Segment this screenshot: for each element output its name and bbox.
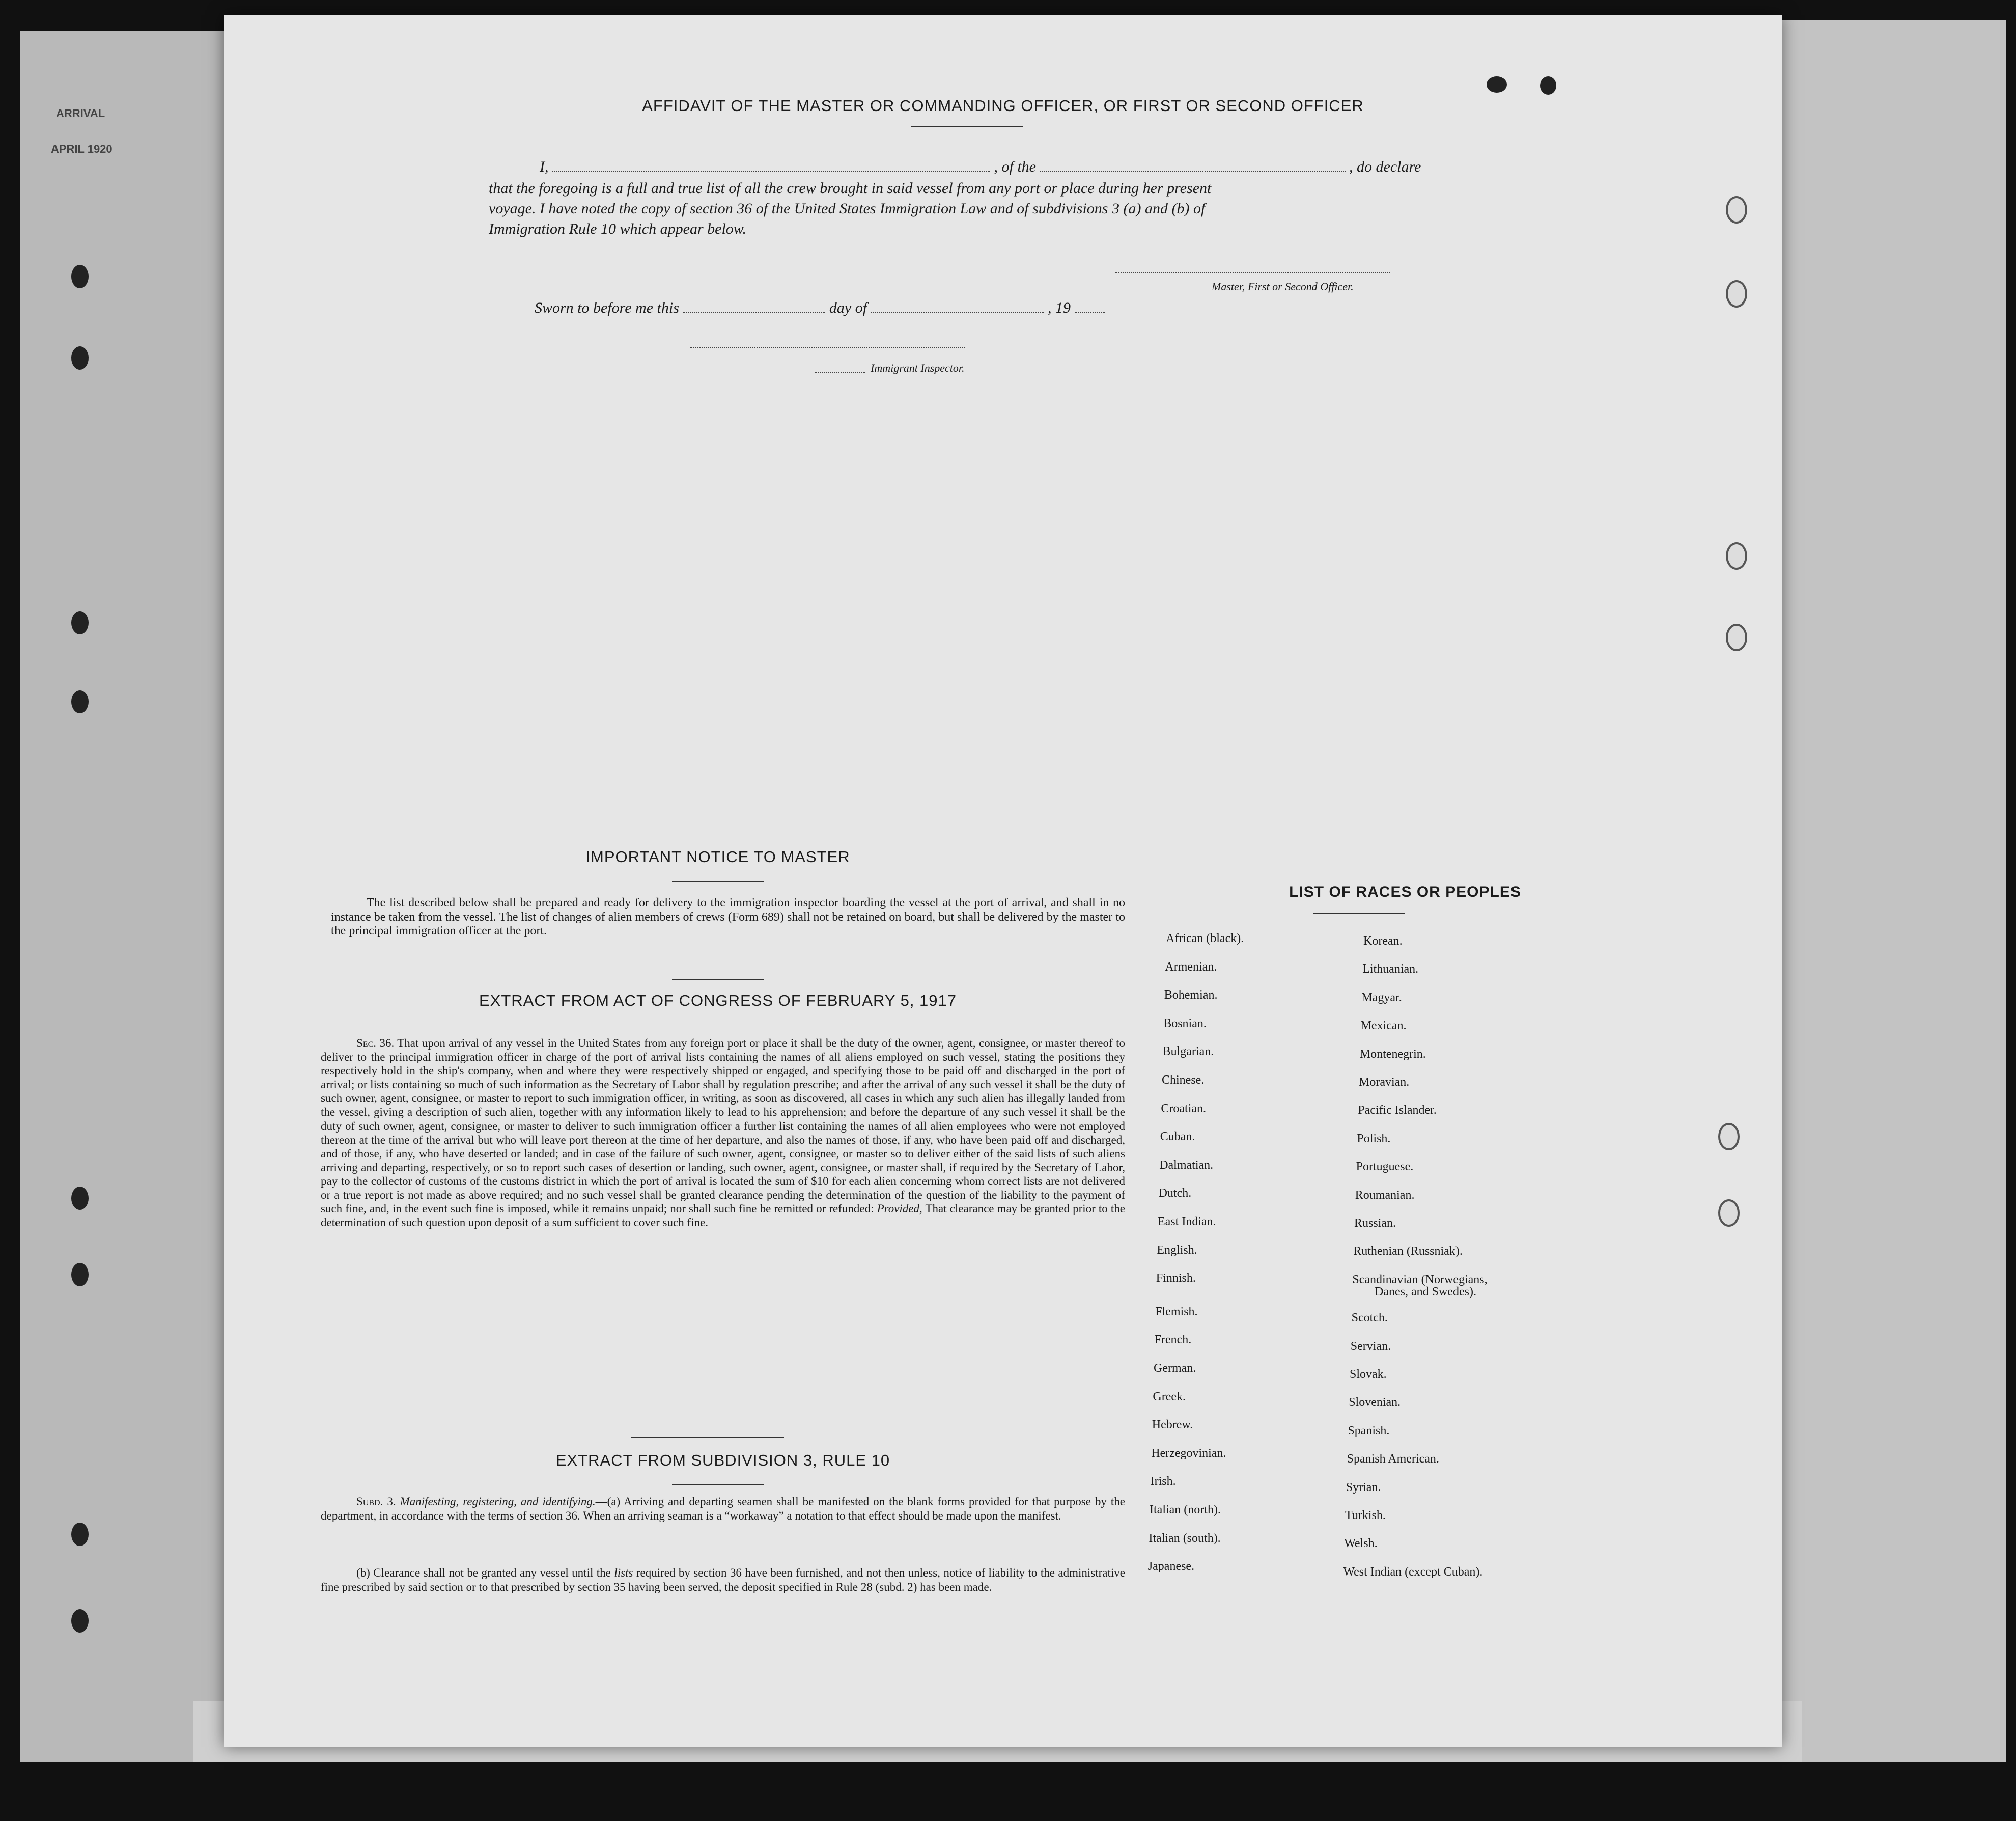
punch-hole — [71, 690, 89, 713]
act-provided: Provided, — [877, 1202, 922, 1216]
punch-hole — [1726, 280, 1747, 308]
act-rule — [631, 1437, 784, 1438]
punch-hole — [71, 1523, 89, 1546]
act-body: That upon arrival of any vessel in the United States from any foreign port or place it shall be the duty of the owner, agent, consignee, or master thereof to deliver to the principal immigration officer in charge of the port of arrival lists containing the names of all aliens employed on such vessel, stating the positions they respectively hold in the ship's company, when and where they were respectively shipped or engaged, and specifying those to be paid off and discharged in the port of arrival; or lists containing so much of such information as the Secretary of Labor shall by regulation prescribe; and after the arrival of any such vessel it shall be the duty of such owner, agent, consignee, or master to report to such immigration officer, in writing, as soon as discovered, all cases in which any such alien has illegally landed from the vessel, giving a description of such alien, together with any information likely to lead to his apprehension; and before the departure of any such vessel it shall be the duty of such owner, agent, consignee, or master to deliver to such immigration officer a further list containing the names of all alien employees who were not employed thereon at the time of the arrival but who will leave port thereon at the time of her departure, and also the names of those, if any, who have been paid off and discharged, and of those, if any, who have deserted or landed; and in case of the failure of such owner, agent, consignee, or master so to deliver either of the said lists of such aliens arriving and departing, respectively, or so to report such cases of desertion or landing, such owner, agent, consignee, or master shall, if required by the Secretary of Labor, pay to the collector of customs of the customs district in which the port of arrival is located the sum of $10 for each alien concerning whom correct lists are not delivered or a true report is not made as above required; and no such vessel shall be granted clearance pending the determination of the question of the liability to the payment of such fine, and, in the event such fine is imposed, while it remains unpaid; nor shall such fine be remitted or refunded: — [321, 1037, 1125, 1216]
rule-b-text-1: (b) Clearance shall not be granted any vessel until the — [356, 1566, 611, 1579]
race-item: West Indian (except Cuban). — [1343, 1565, 1483, 1579]
race-item: Armenian. — [1165, 960, 1217, 974]
race-item: Bosnian. — [1163, 1016, 1207, 1030]
race-item: Pacific Islander. — [1358, 1103, 1437, 1117]
rule-b-text-2: required by section 36 have been furnished, and not then unless, notice of liability to the administrative fine prescribed by said section or to that prescribed by section 35 having been served, the deposit specified in Rule 28 (subd. 2) has been made. — [321, 1566, 1125, 1593]
race-item: Polish. — [1357, 1132, 1391, 1145]
affidavit-of-the: , of the — [994, 158, 1036, 175]
race-item: Irish. — [1150, 1475, 1176, 1488]
rule-subd-a — [321, 1495, 1125, 1523]
affidavit-line1 — [540, 157, 1660, 177]
vessel-blank[interactable] — [1040, 171, 1346, 172]
race-item: Welsh. — [1344, 1537, 1378, 1551]
race-item: Bohemian. — [1164, 988, 1218, 1002]
inspector-signature-line[interactable] — [690, 347, 965, 348]
race-item: Slovenian. — [1349, 1396, 1401, 1410]
race-item: Cuban. — [1160, 1130, 1195, 1144]
race-item: Syrian. — [1346, 1480, 1381, 1494]
sworn-month-blank[interactable] — [871, 312, 1044, 313]
race-item: Dutch. — [1158, 1187, 1192, 1200]
punch-hole — [1718, 1123, 1740, 1150]
affidavit-i: I, — [540, 158, 549, 175]
punch-hole — [1726, 542, 1747, 570]
master-signature-line[interactable] — [1115, 272, 1390, 273]
races-title: LIST OF RACES OR PEOPLES — [1289, 884, 1521, 900]
affidavit-declare: , do declare — [1349, 158, 1421, 175]
race-item: Italian (south). — [1149, 1531, 1221, 1545]
rule-title: EXTRACT FROM SUBDIVISION 3, RULE 10 — [555, 1451, 890, 1469]
margin-stamp-date: APRIL 1920 — [51, 143, 113, 155]
notice-rule-bottom — [672, 979, 764, 980]
act-text — [321, 1036, 1125, 1229]
affidavit-line3: voyage. I have noted the copy of section 36 of the United States Immigration Law and of subdivisions 3 (a) and (b) of — [489, 200, 1206, 217]
punch-hole — [1718, 1199, 1740, 1227]
race-item: Mexican. — [1360, 1019, 1407, 1033]
race-item: African (black). — [1166, 932, 1244, 945]
race-item: East Indian. — [1158, 1215, 1216, 1228]
race-item: French. — [1154, 1333, 1192, 1347]
underlying-page-left — [20, 31, 234, 1762]
inspector-dots — [815, 372, 865, 373]
rule-subd-heading: Manifesting, registering, and identifying. — [400, 1495, 596, 1508]
affidavit-line4: Immigration Rule 10 which appear below. — [489, 220, 747, 237]
race-item: Moravian. — [1359, 1075, 1410, 1089]
sworn-prefix: Sworn to before me this — [535, 299, 679, 316]
race-item: Italian (north). — [1150, 1503, 1221, 1516]
race-item: Scandinavian (Norwegians, — [1352, 1273, 1488, 1286]
margin-stamp-arrival: ARRIVAL — [56, 107, 105, 120]
punch-hole — [71, 265, 89, 288]
races-rule — [1313, 913, 1405, 914]
race-item: Hebrew. — [1152, 1418, 1193, 1432]
race-item: Japanese. — [1147, 1560, 1195, 1574]
rule-subd-label: Subd. 3. — [356, 1495, 396, 1508]
act-title: EXTRACT FROM ACT OF CONGRESS OF FEBRUARY 5, 1917 — [479, 991, 957, 1009]
punch-hole — [1487, 76, 1507, 93]
rule-b-lists: lists — [614, 1566, 633, 1579]
punch-hole — [1540, 76, 1556, 95]
punch-hole — [71, 1263, 89, 1286]
race-item: Dalmatian. — [1159, 1158, 1214, 1172]
punch-hole — [1726, 624, 1747, 651]
race-item: Scotch. — [1351, 1311, 1388, 1325]
inspector-label: Immigrant Inspector. — [871, 362, 965, 374]
race-item: Magyar. — [1361, 990, 1402, 1004]
affidavit-title: AFFIDAVIT OF THE MASTER OR COMMANDING OFFICER, OR FIRST OR SECOND OFFICER — [642, 97, 1364, 115]
act-body-end: That clearance may be granted prior to the determination of such question upon deposit of a sum sufficient to cover such fine. — [321, 1202, 1125, 1229]
race-item: Turkish. — [1345, 1509, 1386, 1522]
race-item: German. — [1154, 1362, 1196, 1375]
race-item: Flemish. — [1155, 1305, 1198, 1318]
act-sec-label: Sec. 36. — [356, 1037, 395, 1050]
punch-hole — [71, 346, 89, 370]
punch-hole — [71, 1187, 89, 1210]
race-item: Croatian. — [1161, 1101, 1207, 1115]
punch-hole — [71, 1609, 89, 1633]
punch-hole — [71, 611, 89, 634]
race-item: Slovak. — [1350, 1368, 1387, 1381]
race-item: Montenegrin. — [1359, 1047, 1426, 1061]
race-item: Roumanian. — [1355, 1188, 1415, 1202]
race-item: Finnish. — [1156, 1272, 1196, 1285]
underlying-page-right — [1772, 20, 2006, 1762]
notice-title: IMPORTANT NOTICE TO MASTER — [585, 848, 850, 866]
rule-title-rule — [672, 1484, 764, 1485]
race-item: Greek. — [1153, 1390, 1186, 1403]
race-item: Spanish. — [1348, 1424, 1390, 1438]
punch-hole — [1726, 196, 1747, 224]
race-item: Lithuanian. — [1362, 962, 1419, 976]
sworn-year-blank[interactable] — [1075, 312, 1105, 313]
affidavit-page — [224, 15, 1782, 1747]
race-item: Servian. — [1350, 1339, 1391, 1353]
rule-a-text: —(a) Arriving and departing seamen shall be manifested on the blank forms provided for that purpose by the department, in accordance with the terms of section 36. When an arriving seaman is a “workaway” a notation to that effect should be made upon the manifest. — [321, 1495, 1125, 1522]
master-signature-label: Master, First or Second Officer. — [1212, 280, 1354, 293]
name-blank[interactable] — [552, 171, 990, 172]
race-item: Spanish American. — [1347, 1452, 1439, 1466]
race-item: Portuguese. — [1356, 1160, 1414, 1174]
notice-rule — [672, 881, 764, 882]
affidavit-line2: that the foregoing is a full and true list of all the crew brought in said vessel from any port or place during her present — [489, 180, 1212, 197]
race-item: Herzegovinian. — [1151, 1446, 1226, 1460]
race-item: Bulgarian. — [1162, 1045, 1214, 1059]
sworn-year: , 19 — [1048, 299, 1071, 316]
sworn-day-of: day of — [829, 299, 867, 316]
sworn-line — [535, 298, 1105, 318]
race-item-continuation: Danes, and Swedes). — [1375, 1285, 1476, 1299]
race-item: English. — [1157, 1243, 1197, 1257]
title-rule — [911, 126, 1023, 127]
sworn-day-blank[interactable] — [683, 312, 825, 313]
rule-subd-b — [321, 1566, 1125, 1594]
race-item: Ruthenian (Russniak). — [1353, 1245, 1463, 1258]
race-item: Korean. — [1363, 934, 1403, 948]
race-item: Russian. — [1354, 1217, 1396, 1230]
race-item: Chinese. — [1162, 1073, 1205, 1087]
notice-text: The list described below shall be prepared and ready for delivery to the immigration inspector boarding the vessel at the port of arrival, and shall in no instance be taken from the vessel. The list of changes of alien members of crews (Form 689) shall not be retained on board, but shall be delivered by the master to the principal immigration officer at the port. — [331, 896, 1125, 937]
